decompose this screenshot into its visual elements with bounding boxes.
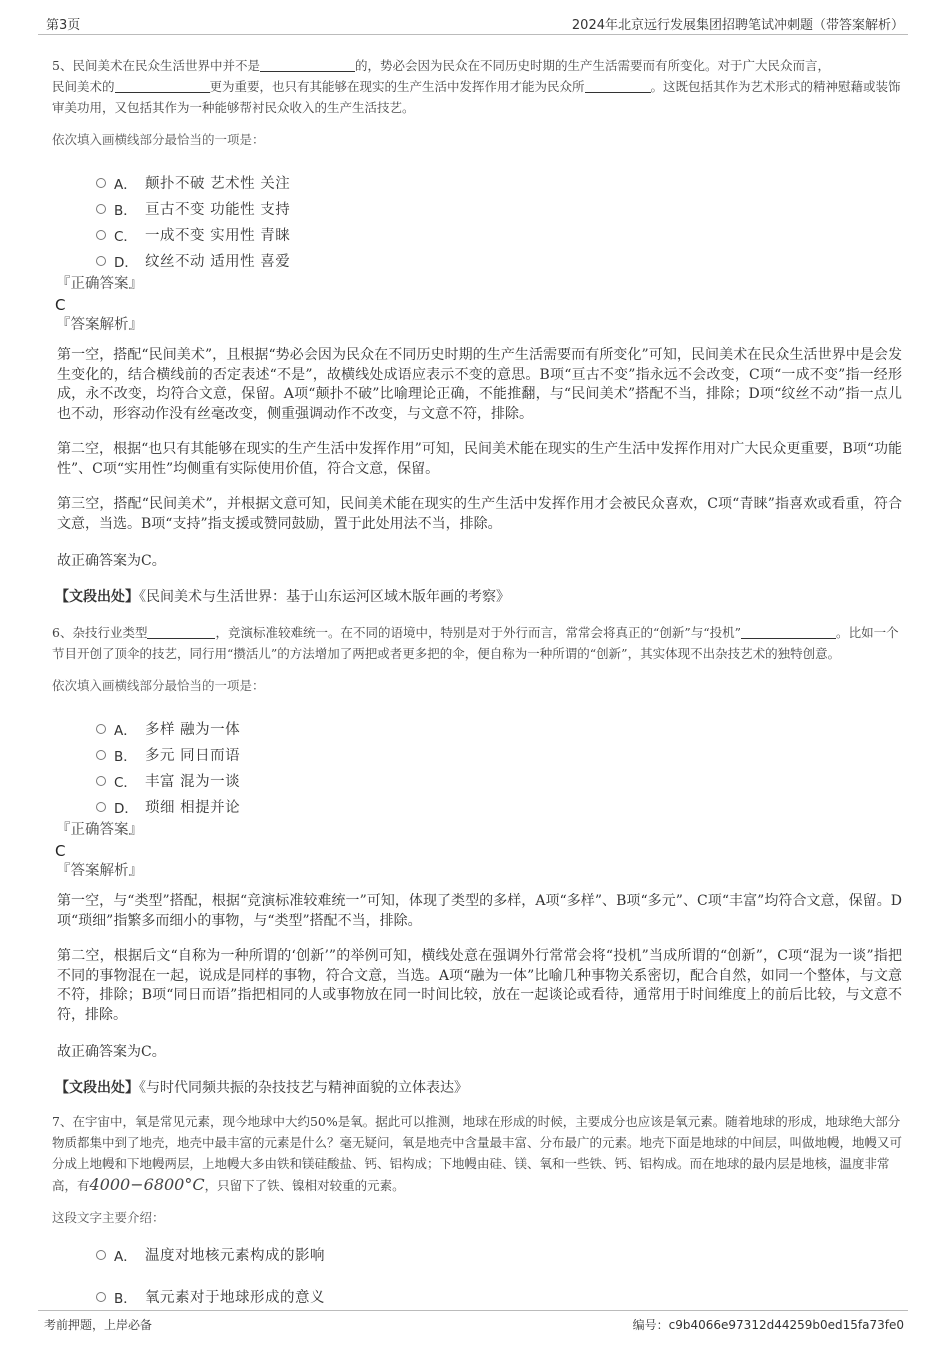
question-7-options <box>52 1242 902 1310</box>
correct-answer-label: 『正确答案』 <box>56 276 143 292</box>
question-7-stem: 7、在宇宙中，氧是常见元素，现今地球中大约50%是氧。据此可以推测，地球在形成的时候，主要成分也应该是氧元素。随着地球的形成，地球绝大部分物质都集中到了地壳，地壳中最丰富的元素是什么？毫无疑问，氧是地壳中含量最丰富、分布最广的元素。地壳下面是地球的中间层，叫做地幔，地幔又可分成上地幔和下地幔两层，上地幔大多由铁和镁硅酸盐、钙、铝构成；下地幔由硅、镁、氧和一些铁、钙、铝构成。而在地球的最内层是地核，温度非常高，有4000−6800°C，只留下了铁、镍相对较重的元素。 <box>52 1114 903 1194</box>
blank-1 <box>147 624 215 639</box>
document-title: 2024年北京远行发展集团招聘笔试冲刺题（带答案解析） <box>571 18 904 33</box>
page-number: 第3页 <box>46 18 81 33</box>
page-footer <box>38 1310 908 1335</box>
option-b[interactable]: B． 亘古不变 功能性 支持 <box>52 196 902 222</box>
radio-icon[interactable] <box>96 256 106 266</box>
analysis-paragraph: 第二空，根据“也只有其能够在现实的生产生活中发挥作用”可知，民间美术能在现实的生产生活中发挥作用对广大民众更重要，B项“功能性”、C项“实用性”均侧重有实际使用价值，符合文意，保留。 <box>57 441 902 477</box>
radio-icon[interactable] <box>96 1250 106 1260</box>
blank-2 <box>115 78 210 93</box>
question-7-prompt: 这段文字主要介绍： <box>52 1210 165 1225</box>
question-6-stem: 6、杂技行业类型 ，竞演标准较难统一。在不同的语境中，特别是对于外行而言，常常会将真正的“创新”与“投机” 。比如一个节目开创了顶伞的技艺，同行用“攒活儿”的方法增加了两把或者更多把的伞，便自称为一种所谓的“创新”，其实体现不出杂技艺术的独特创意。 <box>52 625 899 661</box>
blank-3 <box>585 78 651 93</box>
option-c[interactable]: C． 丰富 混为一谈 <box>52 768 902 794</box>
correct-answer-label: 『正确答案』 <box>56 822 143 838</box>
question-6 <box>52 622 902 1097</box>
analysis-paragraph: 第一空，与“类型”搭配，根据“竞演标准较难统一”可知，体现了类型的多样，A项“多样”、B项“多元”、C项“丰富”均符合文意，保留。D项“琐细”指繁多而细小的事物，与“类型”搭配不当，排除。 <box>57 893 902 929</box>
question-6-prompt: 依次填入画横线部分最恰当的一项是： <box>52 678 265 693</box>
radio-icon[interactable] <box>96 724 106 734</box>
page-header <box>38 8 908 35</box>
question-5-options <box>52 170 902 274</box>
option-c[interactable]: C． 一成不变 实用性 青睐 <box>52 222 902 248</box>
option-d[interactable]: D． 纹丝不动 适用性 喜爱 <box>52 248 902 274</box>
analysis-label: 『答案解析』 <box>56 317 143 333</box>
option-d[interactable]: D． 琐细 相提并论 <box>52 794 902 820</box>
analysis-paragraph: 第二空，根据后文“自称为一种所谓的‘创新’”的举例可知，横线处意在强调外行常常会将“投机”当成所谓的“创新”，C项“混为一谈”指把不同的事物混在一起，说成是同样的事物，符合文意，当选。A项“融为一体”比喻几种事物关系密切，配合自然，如同一个整体，与文意不符，排除；B项“同日而语”指把相同的人或事物放在同一时间比较，放在一起谈论或看待，通常用于时间维度上的前后比较，与文意不符，排除。 <box>57 948 902 1023</box>
radio-icon[interactable] <box>96 204 106 214</box>
question-5-stem: 5、民间美术在民众生活世界中并不是 的，势必会因为民众在不同历史时期的生产生活需要而有所变化。对于广大民众而言， 民间美术的 更为重要，也只有其能够在现实的生产生活中发挥作用才能为民众所 。这既包括其作为艺术形式的精神慰藉或装饰审美功用，又包括其作为一种能够帮衬民众收入的生产生活技艺。 <box>52 58 901 115</box>
radio-icon[interactable] <box>96 230 106 240</box>
correct-answer-value: C <box>55 296 66 314</box>
radio-icon[interactable] <box>96 776 106 786</box>
analysis-paragraph: 第一空，搭配“民间美术”，且根据“势必会因为民众在不同历史时期的生产生活需要而有所变化”可知，民间美术在民众生活世界中是会发生变化的，结合横线前的否定表述“不是”，故横线处成语应表示不变的意思。B项“亘古不变”指永远不会改变，C项“一成不变”指一经形成，永不改变，均符合文意，保留。A项“颠扑不破”比喻理论正确，不能推翻，与“民间美术”搭配不当，排除；D项“纹丝不动”指一点儿也不动，形容动作没有丝毫改变，侧重强调动作不改变，与文意不符，排除。 <box>57 347 902 422</box>
option-a[interactable]: A． 多样 融为一体 <box>52 716 902 742</box>
temperature-formula: 4000−6800°C <box>89 1175 205 1194</box>
analysis-paragraph: 第三空，搭配“民间美术”，并根据文意可知，民间美术能在现实的生产生活中发挥作用才会被民众喜欢，C项“青睐”指喜欢或看重，符合文意，当选。B项“支持”指支援或赞同鼓励，置于此处用法不当，排除。 <box>57 496 902 532</box>
radio-icon[interactable] <box>96 802 106 812</box>
option-a[interactable]: A． 颠扑不破 艺术性 关注 <box>52 170 902 196</box>
option-b[interactable]: B． 多元 同日而语 <box>52 742 902 768</box>
option-b[interactable]: B． 氧元素对于地球形成的意义 <box>52 1284 902 1310</box>
radio-icon[interactable] <box>96 750 106 760</box>
final-answer: 故正确答案为C。 <box>57 1044 166 1060</box>
question-5-prompt: 依次填入画横线部分最恰当的一项是： <box>52 132 265 147</box>
blank-1 <box>260 57 355 72</box>
question-5 <box>52 55 902 606</box>
blank-2 <box>741 624 836 639</box>
source-citation: 【文段出处】《与时代同频共振的杂技技艺与精神面貌的立体表达》 <box>55 1080 468 1096</box>
radio-icon[interactable] <box>96 1292 106 1302</box>
footer-serial: 编号：c9b4066e97312d44259b0ed15fa73fe0 <box>632 1318 904 1332</box>
question-6-options <box>52 716 902 820</box>
correct-answer-value: C <box>55 842 66 860</box>
option-a[interactable]: A． 温度对地核元素构成的影响 <box>52 1242 902 1284</box>
final-answer: 故正确答案为C。 <box>57 553 166 569</box>
radio-icon[interactable] <box>96 178 106 188</box>
analysis-label: 『答案解析』 <box>56 863 143 879</box>
question-7 <box>52 1111 902 1310</box>
page-content <box>52 55 902 1310</box>
footer-slogan: 考前押题，上岸必备 <box>44 1318 153 1332</box>
source-citation: 【文段出处】《民间美术与生活世界：基于山东运河区域木版年画的考察》 <box>55 589 510 605</box>
